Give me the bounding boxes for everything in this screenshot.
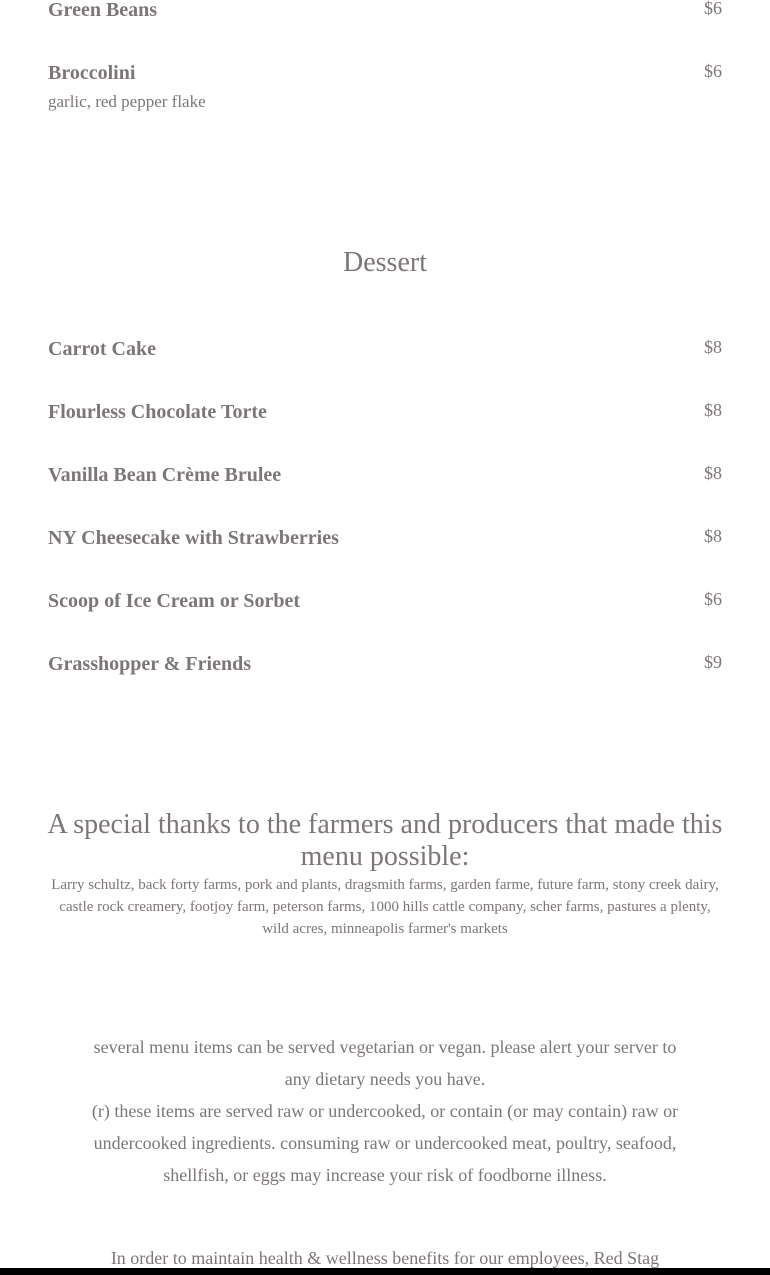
menu-item-price: $6 xyxy=(704,61,722,81)
menu-item-name: NY Cheesecake with Strawberries xyxy=(48,527,339,549)
menu-item-name: Green Beans xyxy=(48,0,158,21)
menu-item-name: Scoop of Ice Cream or Sorbet xyxy=(48,590,300,612)
menu-item-price: $8 xyxy=(704,463,722,483)
menu-item-name: Grasshopper & Friends xyxy=(48,653,251,675)
menu-item-name: Carrot Cake xyxy=(48,338,156,360)
vegetarian-notice: several menu items can be served vegetarian or vegan. please alert your server to any dietary needs you have. xyxy=(93,1037,677,1089)
menu-item-price: $6 xyxy=(704,0,722,18)
menu-item-price: $8 xyxy=(704,400,722,420)
menu-item-name: Vanilla Bean Crème Brulee xyxy=(48,464,282,486)
menu-item-price: $8 xyxy=(704,337,722,357)
bottom-edge-bar xyxy=(0,1268,770,1275)
thanks-heading: A special thanks to the farmers and producers that made this menu possible: xyxy=(47,809,723,872)
menu-item-description: garlic, red pepper flake xyxy=(48,92,206,111)
raw-food-warning: (r) these items are served raw or undercooked, or contain (or may contain) raw or undercooked ingredients. consuming raw or undercooked meat, poultry, seafood, shellfish, or eggs may increase your risk of foodborne illness. xyxy=(91,1101,679,1185)
menu-item-name: Broccolini xyxy=(48,62,136,84)
menu-item-price: $8 xyxy=(704,526,722,546)
menu-item-price: $6 xyxy=(704,589,722,609)
producers-list: Larry schultz, back forty farms, pork and plants, dragsmith farms, garden farme, future farm, stony creek dairy, castle rock creamery, footjoy farm, peterson farms, 1000 hills cattle company, scher farms, pastures a plenty, wild acres, minneapolis farmer's markets xyxy=(51,877,719,937)
dessert-section-title: Dessert xyxy=(343,247,427,278)
menu-item-name: Flourless Chocolate Torte xyxy=(48,401,267,423)
menu-item-price: $9 xyxy=(704,652,722,672)
employee-benefits-notice: In order to maintain health & wellness benefits for our employees, Red Stag xyxy=(110,1248,660,1268)
dietary-notice xyxy=(80,1031,690,1191)
